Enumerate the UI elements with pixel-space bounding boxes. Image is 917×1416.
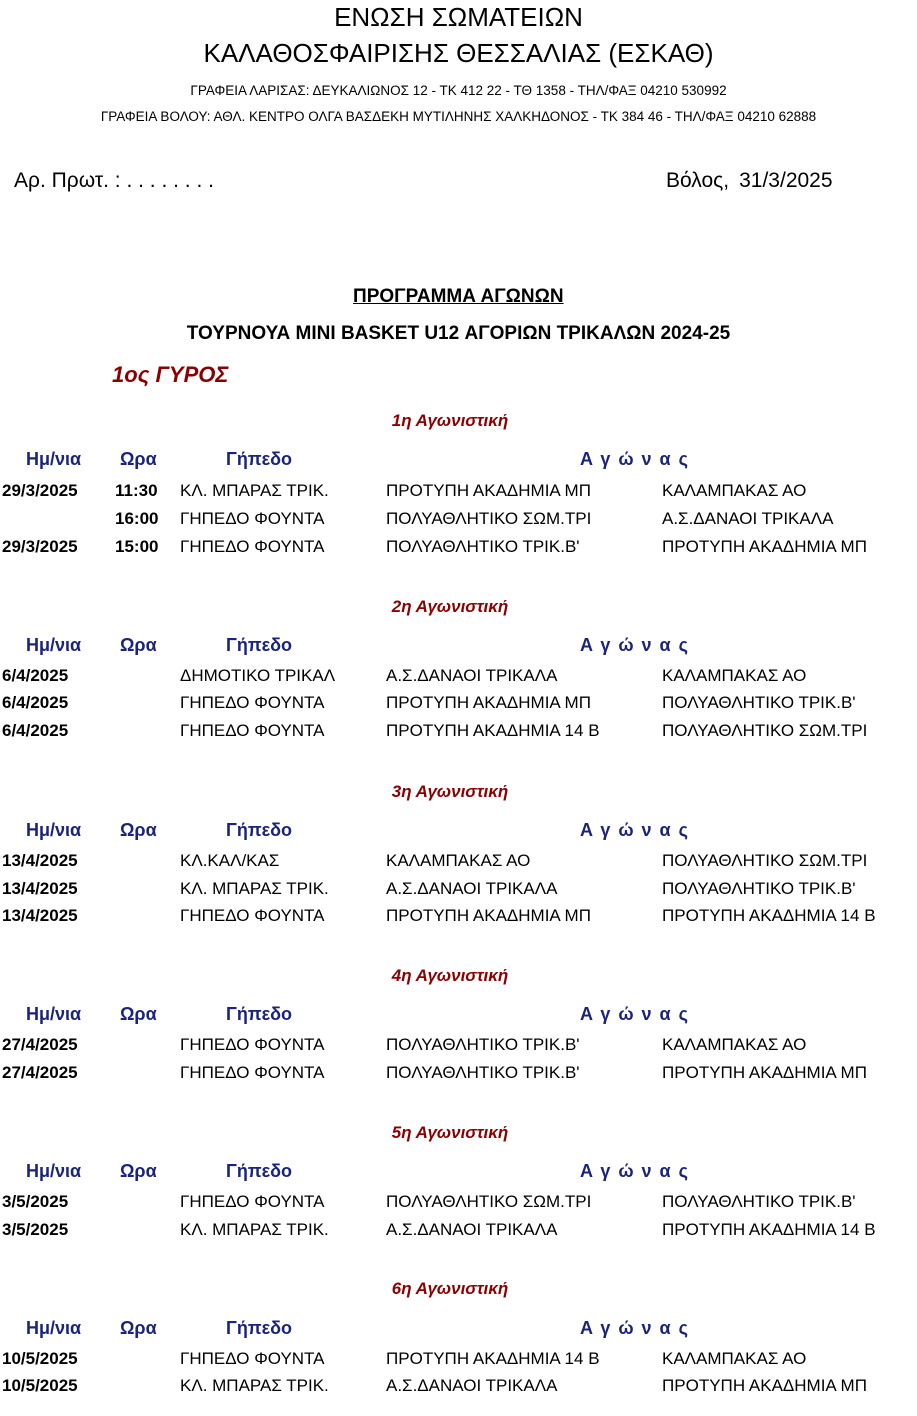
larisa-office-address: ΓΡΑΦΕΙΑ ΛΑΡΙΣΑΣ: ΔΕΥΚΑΛΙΩΝΟΣ 12 - ΤΚ 412 22 - ΤΘ 1358 - ΤΗΛ/ΦΑΞ 04210 530992 bbox=[190, 83, 727, 98]
game-date: 6/4/2025 bbox=[2, 721, 69, 740]
game-venue: ΓΗΠΕΔΟ ΦΟΥΝΤΑ bbox=[180, 693, 325, 712]
column-header-match: Αγώνας bbox=[580, 1318, 696, 1338]
document-title: ΠΡΟΓΡΑΜΜΑ ΑΓΩΝΩΝ bbox=[353, 286, 564, 307]
away-team: ΚΑΛΑΜΠΑΚΑΣ ΑΟ bbox=[662, 666, 807, 685]
organization-name-line2: ΚΑΛΑΘΟΣΦΑΙΡΙΣΗΣ ΘΕΣΣΑΛΙΑΣ (ΕΣΚΑΘ) bbox=[203, 38, 714, 68]
column-header-match: Αγώνας bbox=[580, 1004, 696, 1024]
home-team: ΠΟΛΥΑΘΛΗΤΙΚΟ ΤΡΙΚ.Β' bbox=[386, 537, 580, 556]
column-header-match: Αγώνας bbox=[580, 449, 696, 469]
home-team: ΠΟΛΥΑΘΛΗΤΙΚΟ ΤΡΙΚ.Β' bbox=[386, 1063, 580, 1082]
game-date: 3/5/2025 bbox=[2, 1192, 69, 1211]
column-header-time: Ωρα bbox=[120, 449, 157, 469]
away-team: ΠΡΟΤΥΠΗ ΑΚΑΔΗΜΙΑ ΜΠ bbox=[662, 537, 867, 556]
game-time: 11:30 bbox=[115, 481, 158, 500]
matchday-title: 4η Αγωνιστική bbox=[391, 966, 509, 985]
column-header-venue: Γήπεδο bbox=[226, 1161, 293, 1181]
game-venue: ΚΛ. ΜΠΑΡΑΣ ΤΡΙΚ. bbox=[180, 1220, 329, 1239]
volos-office-address: ΓΡΑΦΕΙΑ ΒΟΛΟΥ: ΑΘΛ. ΚΕΝΤΡΟ ΟΛΓΑ ΒΑΣΔΕΚΗ ΜΥΤΙΛΗΝΗΣ ΧΑΛΚΗΔΟΝΟΣ - ΤΚ 384 46 - ΤΗΛ/ΦΑΞ 04210 62888 bbox=[100, 109, 817, 124]
home-team: Α.Σ.ΔΑΝΑΟΙ ΤΡΙΚΑΛΑ bbox=[386, 1376, 558, 1395]
away-team: ΠΟΛΥΑΘΛΗΤΙΚΟ ΤΡΙΚ.Β' bbox=[662, 693, 856, 712]
column-header-match: Αγώνας bbox=[580, 1161, 696, 1181]
away-team: Α.Σ.ΔΑΝΑΟΙ ΤΡΙΚΑΛΑ bbox=[662, 509, 834, 528]
game-venue: ΓΗΠΕΔΟ ΦΟΥΝΤΑ bbox=[180, 1035, 325, 1054]
game-venue: ΚΛ. ΜΠΑΡΑΣ ΤΡΙΚ. bbox=[180, 879, 329, 898]
game-date: 27/4/2025 bbox=[2, 1035, 78, 1054]
away-team: ΠΡΟΤΥΠΗ ΑΚΑΔΗΜΙΑ 14 Β bbox=[662, 1220, 876, 1239]
column-header-venue: Γήπεδο bbox=[226, 820, 293, 840]
away-team: ΠΡΟΤΥΠΗ ΑΚΑΔΗΜΙΑ 14 Β bbox=[662, 906, 876, 925]
home-team: ΠΟΛΥΑΘΛΗΤΙΚΟ ΤΡΙΚ.Β' bbox=[386, 1035, 580, 1054]
game-date: 10/5/2025 bbox=[2, 1376, 78, 1395]
game-venue: ΓΗΠΕΔΟ ΦΟΥΝΤΑ bbox=[180, 1349, 325, 1368]
column-header-match: Αγώνας bbox=[580, 820, 696, 840]
round-label: 1ος ΓΥΡΟΣ bbox=[112, 362, 229, 387]
column-header-venue: Γήπεδο bbox=[226, 449, 293, 469]
column-header-date: Ημ/νια bbox=[26, 820, 82, 840]
game-date: 6/4/2025 bbox=[2, 693, 69, 712]
home-team: ΠΟΛΥΑΘΛΗΤΙΚΟ ΣΩΜ.ΤΡΙ bbox=[386, 509, 592, 528]
column-header-date: Ημ/νια bbox=[26, 635, 82, 655]
document-date: 31/3/2025 bbox=[739, 169, 833, 192]
column-header-date: Ημ/νια bbox=[26, 1161, 82, 1181]
game-venue: ΓΗΠΕΔΟ ΦΟΥΝΤΑ bbox=[180, 906, 325, 925]
column-header-time: Ωρα bbox=[120, 1004, 157, 1024]
column-header-venue: Γήπεδο bbox=[226, 1318, 293, 1338]
column-header-date: Ημ/νια bbox=[26, 1004, 82, 1024]
game-venue: ΓΗΠΕΔΟ ΦΟΥΝΤΑ bbox=[180, 509, 325, 528]
game-venue: ΓΗΠΕΔΟ ΦΟΥΝΤΑ bbox=[180, 721, 325, 740]
home-team: ΠΡΟΤΥΠΗ ΑΚΑΔΗΜΙΑ ΜΠ bbox=[386, 693, 591, 712]
game-venue: ΚΛ. ΜΠΑΡΑΣ ΤΡΙΚ. bbox=[180, 1376, 329, 1395]
game-date: 29/3/2025 bbox=[2, 481, 78, 500]
matchday-title: 5η Αγωνιστική bbox=[391, 1123, 509, 1142]
home-team: ΠΟΛΥΑΘΛΗΤΙΚΟ ΣΩΜ.ΤΡΙ bbox=[386, 1192, 592, 1211]
home-team: ΠΡΟΤΥΠΗ ΑΚΑΔΗΜΙΑ 14 Β bbox=[386, 721, 600, 740]
matchday-title: 2η Αγωνιστική bbox=[391, 597, 509, 616]
game-date: 13/4/2025 bbox=[2, 879, 78, 898]
game-time: 16:00 bbox=[115, 509, 159, 528]
column-header-time: Ωρα bbox=[120, 1318, 157, 1338]
column-header-match: Αγώνας bbox=[580, 635, 696, 655]
away-team: ΠΟΛΥΑΘΛΗΤΙΚΟ ΣΩΜ.ΤΡΙ bbox=[662, 721, 868, 740]
game-venue: ΚΛ.ΚΑΛ/ΚΑΣ bbox=[180, 851, 280, 870]
game-date: 6/4/2025 bbox=[2, 666, 69, 685]
column-header-date: Ημ/νια bbox=[26, 449, 82, 469]
home-team: ΚΑΛΑΜΠΑΚΑΣ ΑΟ bbox=[386, 851, 531, 870]
matchday-title: 3η Αγωνιστική bbox=[391, 782, 509, 801]
game-venue: ΚΛ. ΜΠΑΡΑΣ ΤΡΙΚ. bbox=[180, 481, 329, 500]
away-team: ΚΑΛΑΜΠΑΚΑΣ ΑΟ bbox=[662, 1349, 807, 1368]
away-team: ΠΟΛΥΑΘΛΗΤΙΚΟ ΣΩΜ.ΤΡΙ bbox=[662, 851, 868, 870]
home-team: Α.Σ.ΔΑΝΑΟΙ ΤΡΙΚΑΛΑ bbox=[386, 666, 558, 685]
home-team: Α.Σ.ΔΑΝΑΟΙ ΤΡΙΚΑΛΑ bbox=[386, 879, 558, 898]
protocol-number: Αρ. Πρωτ. : . . . . . . . . bbox=[14, 169, 214, 192]
column-header-time: Ωρα bbox=[120, 820, 157, 840]
game-date: 27/4/2025 bbox=[2, 1063, 78, 1082]
game-date: 3/5/2025 bbox=[2, 1220, 69, 1239]
game-date: 10/5/2025 bbox=[2, 1349, 78, 1368]
game-venue: ΓΗΠΕΔΟ ΦΟΥΝΤΑ bbox=[180, 1192, 325, 1211]
game-venue: ΓΗΠΕΔΟ ΦΟΥΝΤΑ bbox=[180, 1063, 325, 1082]
game-date: 29/3/2025 bbox=[2, 537, 78, 556]
home-team: ΠΡΟΤΥΠΗ ΑΚΑΔΗΜΙΑ 14 Β bbox=[386, 1349, 600, 1368]
column-header-time: Ωρα bbox=[120, 635, 157, 655]
home-team: Α.Σ.ΔΑΝΑΟΙ ΤΡΙΚΑΛΑ bbox=[386, 1220, 558, 1239]
away-team: ΠΟΛΥΑΘΛΗΤΙΚΟ ΤΡΙΚ.Β' bbox=[662, 1192, 856, 1211]
game-venue: ΓΗΠΕΔΟ ΦΟΥΝΤΑ bbox=[180, 537, 325, 556]
game-time: 15:00 bbox=[115, 537, 159, 556]
away-team: ΚΑΛΑΜΠΑΚΑΣ ΑΟ bbox=[662, 1035, 807, 1054]
home-team: ΠΡΟΤΥΠΗ ΑΚΑΔΗΜΙΑ ΜΠ bbox=[386, 906, 591, 925]
matchday-title: 6η Αγωνιστική bbox=[391, 1279, 509, 1298]
away-team: ΠΡΟΤΥΠΗ ΑΚΑΔΗΜΙΑ ΜΠ bbox=[662, 1376, 867, 1395]
away-team: ΠΟΛΥΑΘΛΗΤΙΚΟ ΤΡΙΚ.Β' bbox=[662, 879, 856, 898]
game-venue: ΔΗΜΟΤΙΚΟ ΤΡΙΚΑΛ bbox=[180, 666, 336, 685]
place: Βόλος, bbox=[666, 169, 730, 192]
tournament-subtitle: ΤΟΥΡΝΟΥΑ MINI BASKET U12 ΑΓΟΡΙΩΝ ΤΡΙΚΑΛΩΝ 2024-25 bbox=[186, 323, 731, 344]
place-and-date bbox=[666, 169, 833, 193]
column-header-date: Ημ/νια bbox=[26, 1318, 82, 1338]
game-date: 13/4/2025 bbox=[2, 851, 78, 870]
column-header-venue: Γήπεδο bbox=[226, 1004, 293, 1024]
game-date: 13/4/2025 bbox=[2, 906, 78, 925]
matchday-title: 1η Αγωνιστική bbox=[391, 411, 509, 430]
organization-name-line1: ΕΝΩΣΗ ΣΩΜΑΤΕΙΩΝ bbox=[334, 2, 583, 32]
column-header-venue: Γήπεδο bbox=[226, 635, 293, 655]
column-header-time: Ωρα bbox=[120, 1161, 157, 1181]
away-team: ΚΑΛΑΜΠΑΚΑΣ ΑΟ bbox=[662, 481, 807, 500]
home-team: ΠΡΟΤΥΠΗ ΑΚΑΔΗΜΙΑ ΜΠ bbox=[386, 481, 591, 500]
away-team: ΠΡΟΤΥΠΗ ΑΚΑΔΗΜΙΑ ΜΠ bbox=[662, 1063, 867, 1082]
